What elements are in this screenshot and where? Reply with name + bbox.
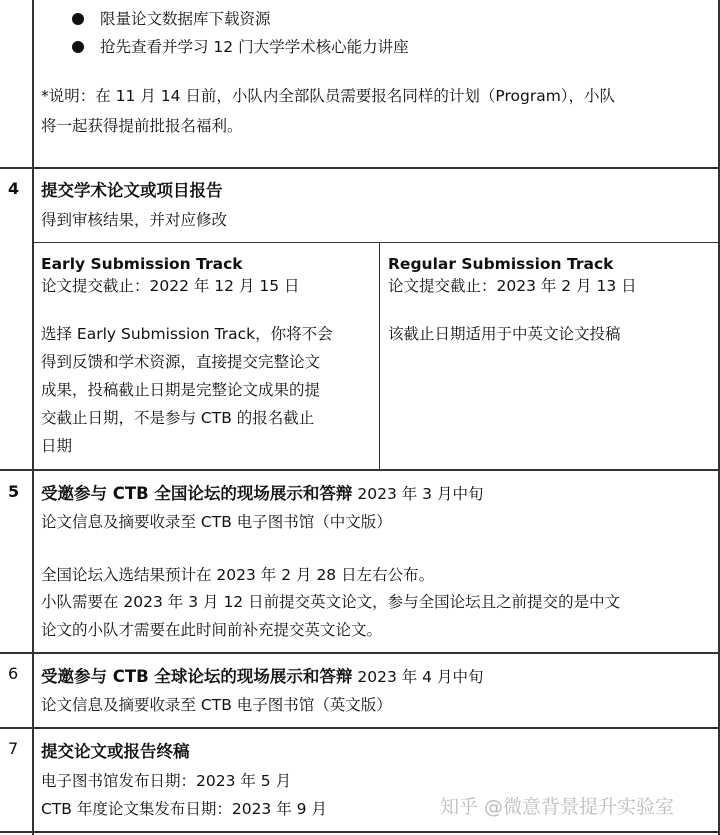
step-line: CTB 年度论文集发布日期：2023 年 9 月 [41, 800, 327, 818]
regular-track-title: Regular Submission Track [388, 255, 614, 273]
step-date: 2023 年 3 月中旬 [352, 485, 484, 503]
step-line: 小队需要在 2023 年 3 月 12 日前提交英文论文，参与全国论坛且之前提交的是中文 [41, 593, 621, 611]
step-line: 论文的小队才需要在此时间前补充提交英文论文。 [41, 621, 383, 639]
early-track-desc: 日期 [41, 437, 73, 455]
step-title-line [41, 480, 483, 508]
note-line: *说明：在 11 月 14 日前，小队内全部队员需要报名同样的计划（Program），小队 [41, 87, 616, 105]
note-line: 将一起获得提前批报名福利。 [41, 117, 243, 135]
list-item [72, 5, 271, 33]
row-divider [0, 469, 720, 471]
list-item-text: 限量论文数据库下载资源 [100, 10, 271, 28]
row-divider [0, 652, 720, 654]
step-number: 7 [8, 739, 19, 758]
row-divider [0, 167, 720, 169]
regular-track-deadline: 论文提交截止：2023 年 2 月 13 日 [388, 277, 637, 295]
early-track-desc: 交截止日期，不是参与 CTB 的报名截止 [41, 409, 315, 427]
bullet-icon [72, 41, 84, 53]
early-track-desc: 选择 Early Submission Track，你将不会 [41, 325, 333, 343]
step-title: 提交论文或报告终稿 [41, 742, 190, 761]
list-item-text: 抢先查看并学习 12 门大学学术核心能力讲座 [100, 38, 409, 56]
step-number: 5 [8, 482, 20, 501]
step-line: 全国论坛入选结果预计在 2023 年 2 月 28 日左右公布。 [41, 566, 435, 584]
bullet-icon [72, 13, 84, 25]
regular-track-desc: 该截止日期适用于中英文论文投稿 [388, 325, 621, 343]
early-track-title: Early Submission Track [41, 255, 243, 273]
step-line: 电子图书馆发布日期：2023 年 5 月 [41, 772, 292, 790]
step-title: 受邀参与 CTB 全国论坛的现场展示和答辩 [41, 484, 353, 503]
step-subtitle: 得到审核结果，并对应修改 [41, 211, 228, 229]
list-item [72, 33, 409, 61]
early-track-deadline: 论文提交截止：2022 年 12 月 15 日 [41, 277, 300, 295]
step-title: 提交学术论文或项目报告 [41, 181, 223, 200]
row-divider [33, 242, 720, 243]
step-line: 论文信息及摘要收录至 CTB 电子图书馆（英文版） [41, 696, 392, 714]
table-left-divider [32, 0, 34, 835]
row-divider [0, 831, 720, 833]
early-track-desc: 成果，投稿截止日期是完整论文成果的提 [41, 381, 321, 399]
step-number: 6 [8, 664, 19, 683]
step-title-line [41, 663, 483, 691]
step-date: 2023 年 4 月中旬 [352, 668, 484, 686]
step-title: 受邀参与 CTB 全球论坛的现场展示和答辩 [41, 667, 353, 686]
step-number: 4 [8, 179, 20, 198]
watermark: 知乎 @微意背景提升实验室 [440, 796, 675, 818]
track-divider [379, 242, 380, 469]
row-divider [0, 727, 720, 729]
step-line: 论文信息及摘要收录至 CTB 电子图书馆（中文版） [41, 513, 392, 531]
early-track-desc: 得到反馈和学术资源，直接提交完整论文 [41, 353, 321, 371]
